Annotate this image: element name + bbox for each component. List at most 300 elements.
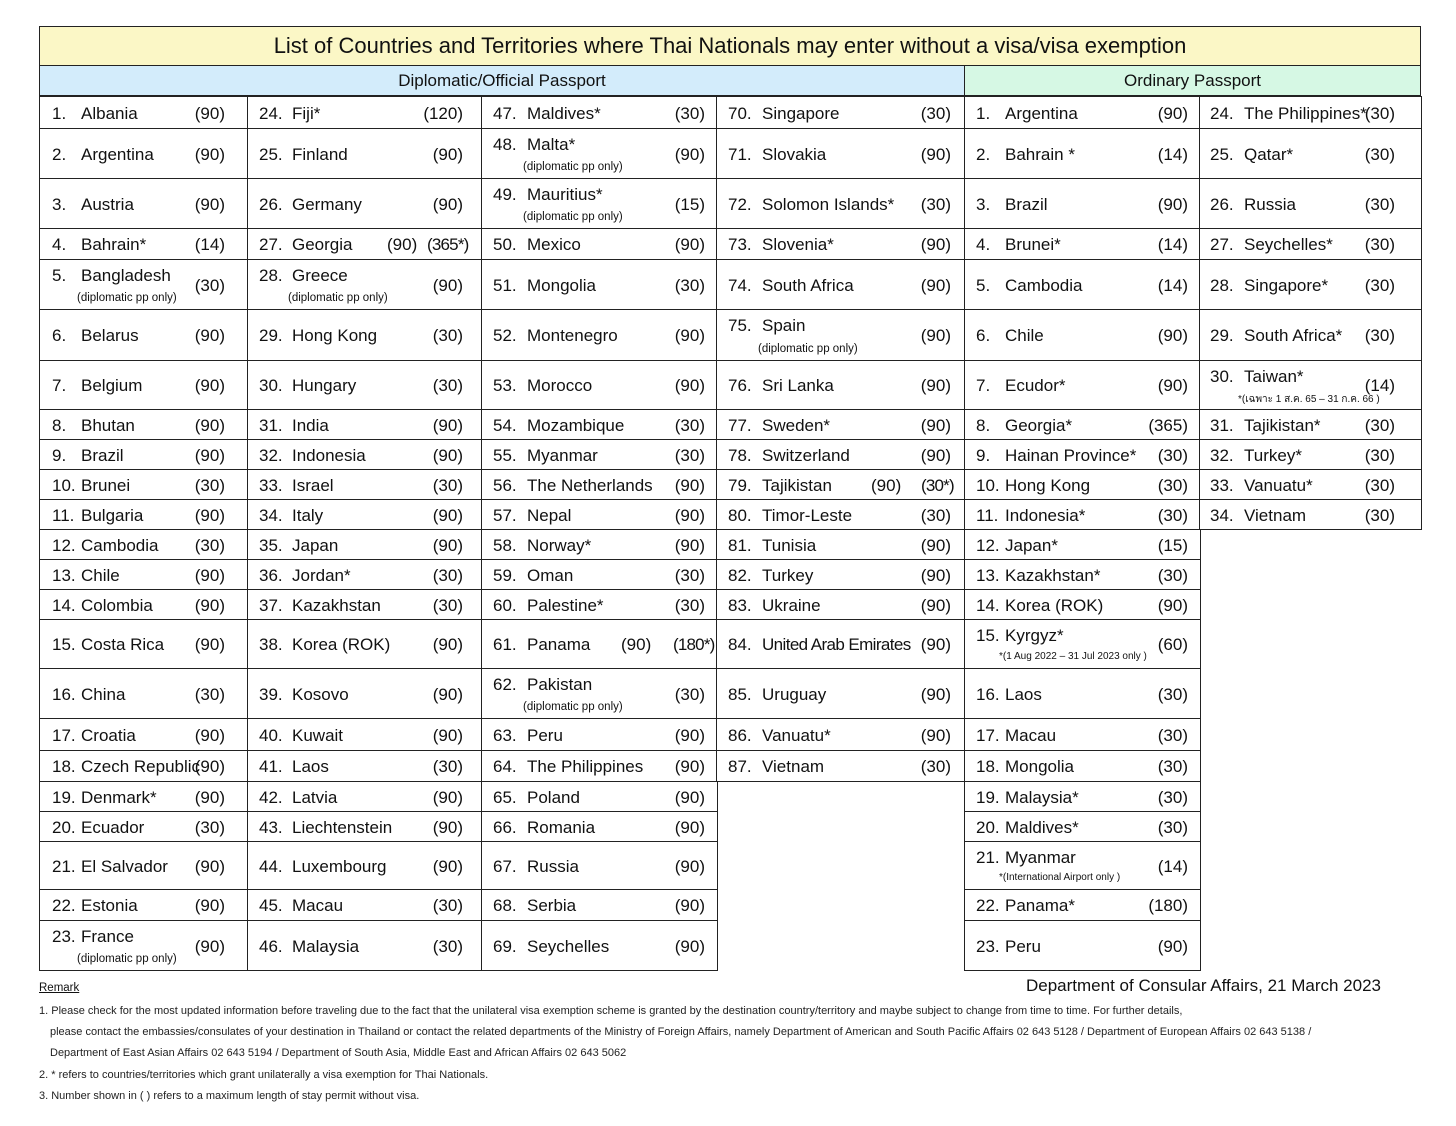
entry-number: 4. bbox=[52, 235, 67, 254]
stay-duration: (30) bbox=[1157, 788, 1188, 807]
country-name: Montenegro bbox=[527, 326, 618, 345]
stay-duration: (90) bbox=[432, 818, 463, 837]
stay-duration: (30) bbox=[1157, 476, 1188, 495]
entry-note: (diplomatic pp only) bbox=[758, 343, 858, 355]
country-cell bbox=[247, 529, 483, 560]
country-cell bbox=[481, 96, 718, 129]
country-cell bbox=[481, 589, 718, 620]
country-name: Malaysia bbox=[292, 937, 360, 956]
country-name: Cambodia bbox=[1005, 276, 1083, 295]
entry-number: 19. bbox=[52, 788, 76, 807]
country-cell bbox=[39, 718, 249, 751]
entry-note: (diplomatic pp only) bbox=[523, 161, 623, 173]
stay-duration: (30) bbox=[1157, 726, 1188, 745]
entry-number: 55. bbox=[493, 446, 517, 465]
country-cell bbox=[716, 668, 965, 719]
entry-number: 37. bbox=[259, 596, 283, 615]
country-cell bbox=[247, 668, 483, 719]
country-cell bbox=[716, 259, 965, 310]
entry-number: 42. bbox=[259, 788, 283, 807]
stay-duration: (90) bbox=[1157, 326, 1188, 345]
country-name: Vietnam bbox=[762, 757, 825, 776]
country-name: Fiji* bbox=[292, 104, 321, 123]
stay-duration: (30) bbox=[194, 476, 225, 495]
country-cell bbox=[481, 409, 718, 440]
country-cell bbox=[964, 178, 1201, 229]
country-name: Singapore* bbox=[1244, 276, 1329, 295]
entry-number: 16. bbox=[52, 685, 76, 704]
country-cell bbox=[247, 96, 483, 129]
stay-duration: (180) bbox=[1148, 896, 1188, 915]
stay-duration: (30) bbox=[1364, 145, 1395, 164]
country-name: Georgia* bbox=[1005, 416, 1073, 435]
country-cell bbox=[1199, 409, 1422, 440]
stay-duration: (90) bbox=[920, 376, 951, 395]
country-name: Vanuatu* bbox=[762, 726, 831, 745]
country-name: Turkey bbox=[762, 566, 814, 585]
country-name: Tunisia bbox=[762, 536, 817, 555]
stay-duration: (90) bbox=[674, 145, 705, 164]
country-name: Belarus bbox=[81, 326, 139, 345]
country-name: Indonesia* bbox=[1005, 506, 1086, 525]
stay-duration: (30) bbox=[1157, 818, 1188, 837]
country-name: Palestine* bbox=[527, 596, 604, 615]
stay-duration: (14) bbox=[1157, 276, 1188, 295]
country-name: Switzerland bbox=[762, 446, 850, 465]
stay-duration: (90) bbox=[194, 104, 225, 123]
country-name: Slovakia bbox=[762, 145, 827, 164]
country-name: Bulgaria bbox=[81, 506, 144, 525]
country-name: Russia bbox=[1244, 195, 1296, 214]
country-name: Mongolia bbox=[527, 276, 596, 295]
country-cell bbox=[716, 178, 965, 229]
entry-number: 36. bbox=[259, 566, 283, 585]
entry-number: 45. bbox=[259, 896, 283, 915]
stay-duration: (90) bbox=[432, 506, 463, 525]
stay-duration: (30) bbox=[1157, 566, 1188, 585]
country-cell bbox=[964, 409, 1201, 440]
entry-number: 28. bbox=[1210, 276, 1234, 295]
country-cell bbox=[481, 259, 718, 310]
country-cell bbox=[247, 469, 483, 500]
entry-number: 75. bbox=[728, 316, 752, 335]
country-name: Denmark* bbox=[81, 788, 157, 807]
entry-number: 84. bbox=[728, 635, 752, 654]
stay-duration: (90) bbox=[920, 596, 951, 615]
entry-number: 6. bbox=[976, 326, 991, 345]
entry-number: 3. bbox=[52, 195, 67, 214]
country-name: Sweden* bbox=[762, 416, 831, 435]
country-cell bbox=[247, 309, 483, 361]
entry-number: 44. bbox=[259, 857, 283, 876]
stay-duration: (14) bbox=[1157, 145, 1188, 164]
stay-duration: (90) bbox=[674, 536, 705, 555]
entry-number: 82. bbox=[728, 566, 752, 585]
entry-number: 79. bbox=[728, 476, 752, 495]
stay-duration: (90) bbox=[621, 635, 652, 654]
entry-note: (diplomatic pp only) bbox=[288, 292, 388, 304]
stay-duration-alt: (365*) bbox=[427, 235, 469, 254]
entry-number: 18. bbox=[52, 757, 76, 776]
remark-label: Remark bbox=[39, 982, 80, 994]
stay-duration: (90) bbox=[432, 276, 463, 295]
country-name: France bbox=[81, 927, 134, 946]
country-name: Kuwait bbox=[292, 726, 344, 745]
country-name: Taiwan* bbox=[1244, 367, 1304, 386]
stay-duration: (90) bbox=[194, 757, 225, 776]
entry-number: 22. bbox=[976, 896, 1000, 915]
stay-duration: (30) bbox=[432, 757, 463, 776]
country-name: Macau bbox=[292, 896, 344, 915]
stay-duration: (90) bbox=[194, 416, 225, 435]
department-date: Department of Consular Affairs, 21 March 2023 bbox=[1026, 976, 1381, 995]
entry-number: 1. bbox=[976, 104, 991, 123]
stay-duration-alt: (180*) bbox=[673, 635, 715, 654]
stay-duration: (30) bbox=[432, 937, 463, 956]
country-cell bbox=[247, 499, 483, 530]
stay-duration: (30) bbox=[674, 446, 705, 465]
stay-duration: (90) bbox=[194, 857, 225, 876]
stay-duration: (30) bbox=[920, 757, 951, 776]
country-name: Italy bbox=[292, 506, 324, 525]
stay-duration: (30) bbox=[194, 536, 225, 555]
entry-number: 20. bbox=[52, 818, 76, 837]
country-name: Vietnam bbox=[1244, 506, 1307, 525]
country-name: Macau bbox=[1005, 726, 1057, 745]
entry-number: 10. bbox=[52, 476, 76, 495]
country-cell bbox=[247, 589, 483, 620]
country-name: The Netherlands bbox=[527, 476, 653, 495]
entry-number: 73. bbox=[728, 235, 752, 254]
remark-line: 2. * refers to countries/territories which grant unilaterally a visa exemption for Thai Nationals. bbox=[39, 1069, 489, 1081]
country-name: The Philippines* bbox=[1244, 104, 1367, 123]
entry-number: 53. bbox=[493, 376, 517, 395]
entry-number: 34. bbox=[1210, 506, 1234, 525]
country-cell bbox=[39, 409, 249, 440]
country-name: Uruguay bbox=[762, 685, 827, 704]
country-name: Ecuador bbox=[81, 818, 145, 837]
stay-duration: (90) bbox=[432, 635, 463, 654]
country-cell bbox=[1199, 439, 1422, 470]
country-cell bbox=[1199, 499, 1422, 530]
stay-duration: (90) bbox=[674, 896, 705, 915]
country-name: Chile bbox=[81, 566, 120, 585]
country-cell bbox=[716, 128, 965, 179]
country-name: Norway* bbox=[527, 536, 592, 555]
entry-number: 64. bbox=[493, 757, 517, 776]
stay-duration: (90) bbox=[920, 726, 951, 745]
entry-number: 74. bbox=[728, 276, 752, 295]
stay-duration: (90) bbox=[194, 326, 225, 345]
country-name: Korea (ROK) bbox=[292, 635, 391, 654]
remark-line: 1. Please check for the most updated information before traveling due to the fact that the unilateral visa exemption scheme is granted by the destination country/territory and maybe subject to change from time to time. For further details, bbox=[39, 1005, 1183, 1017]
stay-duration: (90) bbox=[194, 896, 225, 915]
entry-number: 69. bbox=[493, 937, 517, 956]
country-name: Singapore bbox=[762, 104, 840, 123]
country-name: Turkey* bbox=[1244, 446, 1302, 465]
stay-duration: (90) bbox=[432, 788, 463, 807]
entry-number: 50. bbox=[493, 235, 517, 254]
entry-number: 46. bbox=[259, 937, 283, 956]
stay-duration: (90) bbox=[194, 726, 225, 745]
entry-number: 49. bbox=[493, 185, 517, 204]
country-name: Brunei bbox=[81, 476, 131, 495]
country-name: Estonia bbox=[81, 896, 138, 915]
country-cell bbox=[39, 889, 249, 921]
entry-number: 8. bbox=[52, 416, 67, 435]
country-name: Morocco bbox=[527, 376, 593, 395]
country-name: Costa Rica bbox=[81, 635, 165, 654]
remark-line: Department of East Asian Affairs 02 643 5194 / Department of South Asia, Middle East and African Affairs 02 643 5062 bbox=[50, 1047, 627, 1059]
entry-number: 11. bbox=[52, 506, 75, 525]
entry-number: 27. bbox=[259, 235, 283, 254]
country-cell bbox=[247, 811, 483, 842]
country-cell bbox=[716, 360, 965, 410]
entry-number: 80. bbox=[728, 506, 752, 525]
country-cell bbox=[964, 439, 1201, 470]
remark-line: please contact the embassies/consulates of your destination in Thailand or contact the related departments of the Ministry of Foreign Affairs, namely Department of American and South Pacific Affairs 02 643 5128 / Department of European Affairs 02 643 5138 / bbox=[50, 1026, 1312, 1038]
country-name: Brazil bbox=[81, 446, 124, 465]
entry-number: 56. bbox=[493, 476, 517, 495]
country-cell bbox=[481, 128, 718, 179]
stay-duration: (30) bbox=[1364, 326, 1395, 345]
stay-duration: (14) bbox=[1157, 857, 1188, 876]
entry-number: 12. bbox=[52, 536, 76, 555]
entry-note: *(1 Aug 2022 – 31 Jul 2023 only ) bbox=[999, 651, 1147, 662]
country-cell bbox=[39, 559, 249, 590]
country-cell bbox=[964, 889, 1201, 921]
stay-duration: (90) bbox=[1157, 195, 1188, 214]
entry-number: 47. bbox=[493, 104, 517, 123]
stay-duration: (30) bbox=[674, 276, 705, 295]
country-cell bbox=[964, 750, 1201, 782]
stay-duration: (90) bbox=[674, 788, 705, 807]
country-name: Tajikistan* bbox=[1244, 416, 1321, 435]
country-name: Laos bbox=[1005, 685, 1042, 704]
stay-duration: (90) bbox=[1157, 937, 1188, 956]
country-cell bbox=[247, 718, 483, 751]
entry-number: 66. bbox=[493, 818, 517, 837]
country-name: Argentina bbox=[1005, 104, 1078, 123]
entry-number: 81. bbox=[728, 536, 752, 555]
entry-number: 65. bbox=[493, 788, 517, 807]
country-name: Germany bbox=[292, 195, 362, 214]
entry-number: 59. bbox=[493, 566, 517, 585]
country-cell bbox=[481, 499, 718, 530]
country-cell bbox=[39, 589, 249, 620]
country-name: Finland bbox=[292, 145, 348, 164]
stay-duration: (90) bbox=[194, 596, 225, 615]
country-cell bbox=[964, 920, 1201, 971]
entry-number: 14. bbox=[976, 596, 1000, 615]
country-cell bbox=[247, 128, 483, 179]
country-cell bbox=[247, 750, 483, 782]
entry-number: 30. bbox=[1210, 367, 1234, 386]
entry-number: 2. bbox=[976, 145, 991, 164]
country-cell bbox=[247, 781, 483, 812]
stay-duration: (90) bbox=[432, 857, 463, 876]
entry-number: 38. bbox=[259, 635, 283, 654]
country-name: Czech Republic bbox=[81, 757, 201, 776]
country-name: The Philippines bbox=[527, 757, 644, 776]
entry-number: 7. bbox=[52, 376, 67, 395]
country-name: Albania bbox=[81, 104, 138, 123]
stay-duration: (30) bbox=[194, 818, 225, 837]
entry-number: 6. bbox=[52, 326, 67, 345]
country-name: Korea (ROK) bbox=[1005, 596, 1104, 615]
country-cell bbox=[964, 668, 1201, 719]
country-name: Hong Kong bbox=[292, 326, 378, 345]
entry-number: 24. bbox=[259, 104, 283, 123]
stay-duration: (30) bbox=[1157, 757, 1188, 776]
country-name: China bbox=[81, 685, 126, 704]
country-cell bbox=[964, 619, 1201, 669]
country-name: Myanmar bbox=[527, 446, 598, 465]
entry-number: 31. bbox=[1210, 416, 1234, 435]
country-cell bbox=[716, 309, 965, 361]
stay-duration: (90) bbox=[920, 635, 951, 654]
country-name: Georgia bbox=[292, 235, 353, 254]
ordinary-header: Ordinary Passport bbox=[964, 65, 1421, 96]
country-cell bbox=[481, 781, 718, 812]
country-cell bbox=[716, 96, 965, 129]
stay-duration: (90) bbox=[194, 446, 225, 465]
stay-duration: (90) bbox=[920, 566, 951, 585]
entry-number: 29. bbox=[1210, 326, 1234, 345]
country-name: India bbox=[292, 416, 329, 435]
entry-number: 39. bbox=[259, 685, 283, 704]
country-cell bbox=[247, 360, 483, 410]
country-cell bbox=[716, 228, 965, 260]
stay-duration: (30) bbox=[674, 416, 705, 435]
stay-duration: (15) bbox=[1157, 536, 1188, 555]
entry-number: 27. bbox=[1210, 235, 1234, 254]
country-name: South Africa* bbox=[1244, 326, 1343, 345]
country-name: Peru bbox=[1005, 937, 1041, 956]
country-cell bbox=[481, 619, 718, 669]
country-name: Greece bbox=[292, 266, 348, 285]
country-cell bbox=[481, 360, 718, 410]
country-name: Peru bbox=[527, 726, 563, 745]
country-cell bbox=[247, 559, 483, 590]
country-name: Romania bbox=[527, 818, 596, 837]
country-name: Panama* bbox=[1005, 896, 1075, 915]
country-cell bbox=[39, 529, 249, 560]
country-cell bbox=[39, 668, 249, 719]
entry-number: 43. bbox=[259, 818, 283, 837]
entry-number: 54. bbox=[493, 416, 517, 435]
country-cell bbox=[964, 841, 1201, 890]
stay-duration: (90) bbox=[920, 685, 951, 704]
entry-note: (diplomatic pp only) bbox=[523, 701, 623, 713]
stay-duration: (90) bbox=[674, 326, 705, 345]
entry-number: 16. bbox=[976, 685, 1000, 704]
country-name: Kazakhstan bbox=[292, 596, 381, 615]
country-name: Hungary bbox=[292, 376, 357, 395]
country-cell bbox=[1199, 469, 1422, 500]
stay-duration: (90) bbox=[674, 757, 705, 776]
country-name: Maldives* bbox=[1005, 818, 1079, 837]
entry-number: 9. bbox=[52, 446, 67, 465]
country-name: Belgium bbox=[81, 376, 143, 395]
stay-duration: (30) bbox=[1364, 446, 1395, 465]
entry-number: 78. bbox=[728, 446, 752, 465]
country-cell bbox=[716, 619, 965, 669]
country-name: Tajikistan bbox=[762, 476, 832, 495]
stay-duration: (90) bbox=[871, 476, 902, 495]
stay-duration: (90) bbox=[194, 195, 225, 214]
stay-duration: (90) bbox=[432, 145, 463, 164]
entry-number: 25. bbox=[1210, 145, 1234, 164]
stay-duration: (365) bbox=[1148, 416, 1188, 435]
entry-number: 23. bbox=[52, 927, 76, 946]
stay-duration: (90) bbox=[920, 326, 951, 345]
country-cell bbox=[716, 589, 965, 620]
country-name: Vanuatu* bbox=[1244, 476, 1313, 495]
entry-number: 57. bbox=[493, 506, 517, 525]
country-cell bbox=[964, 589, 1201, 620]
entry-number: 17. bbox=[976, 726, 1000, 745]
entry-number: 28. bbox=[259, 266, 283, 285]
entry-number: 15. bbox=[52, 635, 76, 654]
country-cell bbox=[964, 529, 1201, 560]
stay-duration: (90) bbox=[1157, 376, 1188, 395]
stay-duration: (90) bbox=[920, 145, 951, 164]
stay-duration: (14) bbox=[194, 235, 225, 254]
stay-duration: (90) bbox=[674, 376, 705, 395]
entry-number: 51. bbox=[493, 276, 517, 295]
stay-duration: (30) bbox=[1364, 276, 1395, 295]
entry-number: 17. bbox=[52, 726, 76, 745]
country-name: Kyrgyz* bbox=[1005, 626, 1064, 645]
country-name: Liechtenstein bbox=[292, 818, 393, 837]
stay-duration: (90) bbox=[432, 726, 463, 745]
entry-number: 13. bbox=[976, 566, 1000, 585]
stay-duration: (90) bbox=[674, 726, 705, 745]
stay-duration: (90) bbox=[194, 145, 225, 164]
entry-number: 35. bbox=[259, 536, 283, 555]
entry-number: 26. bbox=[259, 195, 283, 214]
country-cell bbox=[964, 228, 1201, 260]
country-cell bbox=[39, 841, 249, 890]
country-cell bbox=[247, 409, 483, 440]
country-name: South Africa bbox=[762, 276, 854, 295]
country-cell bbox=[1199, 360, 1422, 410]
stay-duration: (30) bbox=[194, 685, 225, 704]
country-cell bbox=[39, 499, 249, 530]
stay-duration: (90) bbox=[920, 446, 951, 465]
country-name: Brunei* bbox=[1005, 235, 1061, 254]
stay-duration: (30) bbox=[432, 376, 463, 395]
country-cell bbox=[39, 360, 249, 410]
remark-line: 3. Number shown in ( ) refers to a maximum length of stay permit without visa. bbox=[39, 1090, 420, 1102]
entry-number: 83. bbox=[728, 596, 752, 615]
country-cell bbox=[964, 259, 1201, 310]
entry-number: 29. bbox=[259, 326, 283, 345]
entry-number: 67. bbox=[493, 857, 517, 876]
entry-number: 26. bbox=[1210, 195, 1234, 214]
country-cell bbox=[481, 228, 718, 260]
country-name: Jordan* bbox=[292, 566, 351, 585]
country-cell bbox=[39, 781, 249, 812]
stay-duration: (90) bbox=[920, 235, 951, 254]
entry-number: 31. bbox=[259, 416, 283, 435]
country-cell bbox=[39, 96, 249, 129]
entry-number: 19. bbox=[976, 788, 1000, 807]
entry-number: 34. bbox=[259, 506, 283, 525]
diplomatic-header: Diplomatic/Official Passport bbox=[39, 65, 965, 96]
entry-number: 68. bbox=[493, 896, 517, 915]
